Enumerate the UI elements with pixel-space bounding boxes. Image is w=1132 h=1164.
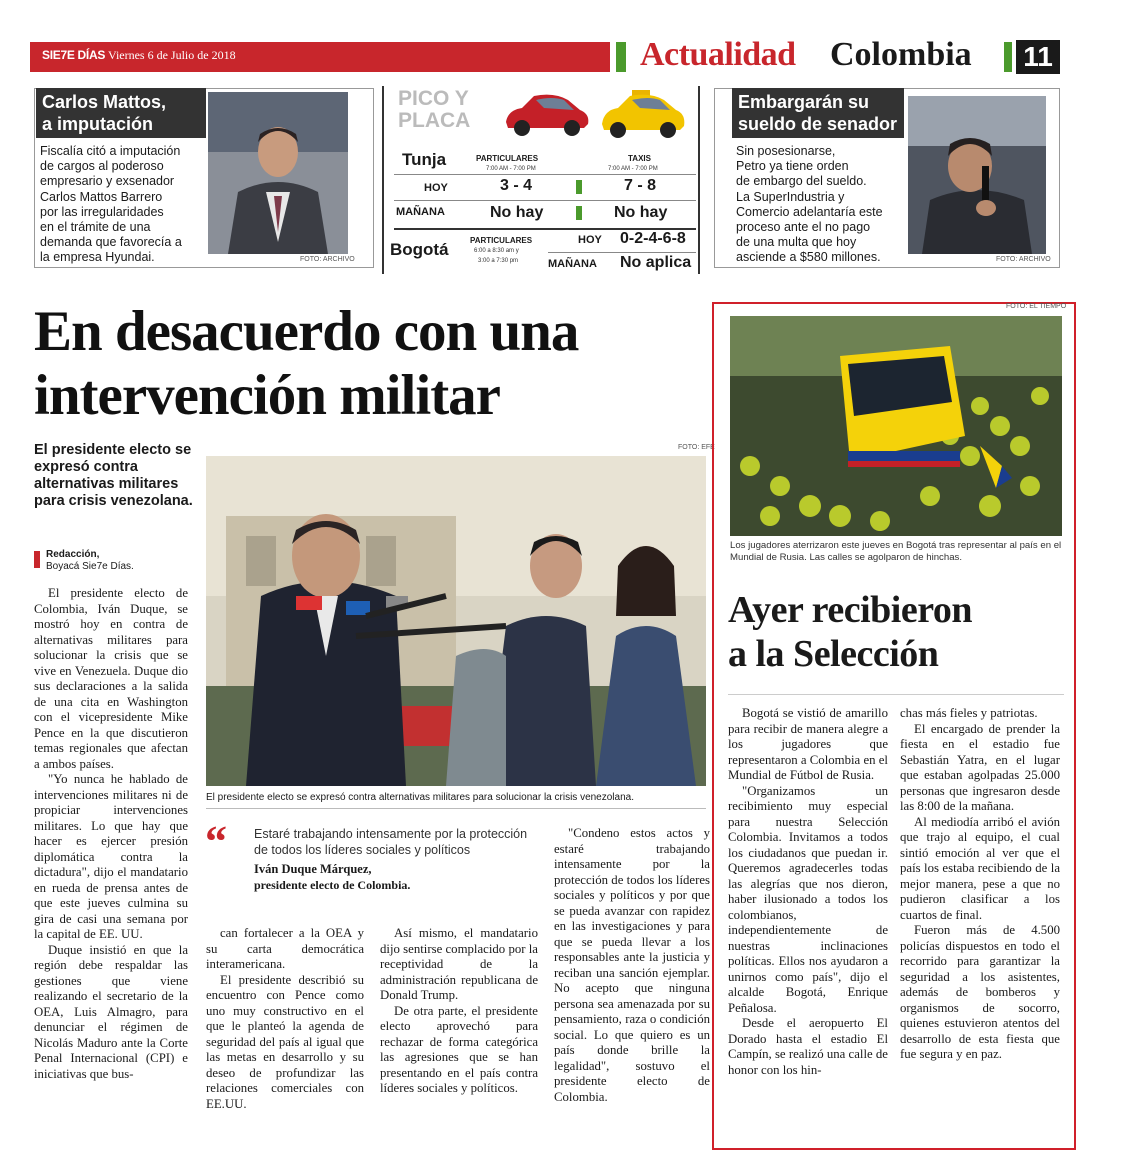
pp-green-marker	[576, 180, 582, 194]
main-column-3: Así mismo, el mandatario dijo sentirse complacido por la receptividad de la administración republicana de Donald Trump. De otra parte, el presidente electo aprovechó para rechazar de forma categórica las agresiones que se han presentando en el país contra líderes sociales y políticos.	[380, 926, 538, 1095]
brief-left-title	[36, 88, 206, 138]
pp-taxis-hours: 7:00 AM - 7:00 PM	[608, 166, 658, 172]
brief-left-title-line2: a imputación	[42, 114, 154, 134]
pp-taxis-label: TAXIS	[628, 154, 651, 163]
pp-bogota-hoy-label: HOY	[578, 234, 602, 246]
photo-credit: FOTO: ARCHIVO	[300, 256, 355, 263]
quote-author: Iván Duque Márquez,	[254, 862, 372, 876]
brief-left-title-line1: Carlos Mattos,	[42, 92, 167, 112]
publication-name: SIE7E DÍAS	[42, 48, 106, 62]
pp-bogota-manana: No aplica	[620, 254, 692, 271]
taxi-icon	[596, 86, 688, 142]
feature-divider	[728, 694, 1064, 695]
pp-green-marker	[576, 206, 582, 220]
pp-hoy-label: HOY	[424, 182, 448, 194]
quote-mark-icon: “	[205, 817, 227, 866]
issue-date: Viernes 6 de Julio de 2018	[108, 48, 236, 62]
feature-column-1: Bogotá se vistió de amarillo para recibir de manera alegre a los jugadores que representaron a Colombia en el Mundial de Fútbol de Rusia. "Organizamos un recibimiento muy especial para nuestra Selección Colombia. Invitamos a todos los ciudadanos que puedan ir. Queremos agradecerles todas las alegrías que nos dieron, haber ilusionado a todos los colombianos, independientemente de nuestras inclinaciones políticas. Ellos nos ayudaron a unirnos como país", dijo el alcalde Bogotá, Enrique Peñalosa. Desde el aeropuerto El Dorado hasta el estadio El Campín, se realizó una calle de honor con los hin-	[728, 706, 888, 1077]
photo-credit: FOTO: EL TIEMPO	[1006, 303, 1067, 310]
section-country: Colombia	[830, 36, 972, 73]
brief-right-title	[732, 88, 904, 138]
byline-name: Redacción,	[46, 549, 100, 560]
pp-particulares-hours: 7:00 AM - 7:00 PM	[486, 166, 536, 172]
main-headline: En desacuerdo con una intervención militar	[34, 300, 579, 427]
pp-manana-particulares: No hay	[490, 204, 544, 221]
byline-accent	[34, 551, 40, 568]
pull-quote: Estaré trabajando intensamente por la protección de todos los líderes sociales y políticos	[254, 827, 528, 857]
main-photo-caption: El presidente electo se expresó contra alternativas militares para solucionar la crisis venezolana.	[206, 792, 634, 803]
photo-petro	[908, 96, 1046, 254]
pp-divider	[394, 200, 696, 201]
brief-right-text: Sin posesionarse, Petro ya tiene orden de embargo del sueldo. La SuperIndustria y Comercio adelantaría este proceso ante el no pago de una multa que hoy asciende a $580 millones.	[736, 144, 883, 265]
header-accent	[616, 42, 626, 72]
pp-manana-label: MAÑANA	[396, 206, 445, 218]
photo-credit: FOTO: EFE	[678, 444, 715, 451]
photo-carlos-mattos	[208, 92, 348, 254]
red-car-icon	[500, 88, 592, 140]
feature-column-2: chas más fieles y patriotas. El encargado de prender la fiesta en el estadio fue Sebastián Yatra, en el lugar que estaban agolpadas 25.000 personas que ingresaron desde las 8:00 de la mañana. Al mediodía arribó el avión que trajo al equipo, el cual sintió emoción al ver que el país los estaba recibiendo de la mejor manera, pese a que no pudieron clasificar a los cuartos de final. Fueron más de 4.500 policías dispuestos en todo el recorrido para garantizar la seguridad a los asistentes, además de bomberos y organismos de socorro, quienes estuvieron atentos del desarrollo de esta fiesta que fue segura y en paz.	[900, 706, 1060, 1061]
pp-bogota-hours2: 3:00 a 7:30 pm	[478, 258, 519, 264]
brief-left-text: Fiscalía citó a imputación de cargos al poderoso empresario y exsenador Carlos Mattos Barrero por las irregularidades en el trámite de una demanda que favorecía a la empresa Hyundai.	[40, 144, 182, 265]
photo-fans-bus	[730, 316, 1062, 536]
pp-manana-taxis: No hay	[614, 204, 668, 221]
brief-right-title-line1: Embargarán su	[738, 92, 870, 112]
main-column-4: "Condeno estos actos y estaré trabajando intensamente por la protección de todos los líderes sociales y políticos y por que se pueda avanzar con rapidez en las investigaciones y para que se pueda llevar a los responsables ante la justicia y reciban una sanción ejemplar. No acepto que ninguna persona sea amenazada por su pensamiento, raza o condición social. Lo que quiero es un país donde brille la legalidad", sostuvo el presidente electo de Colombia.	[554, 826, 710, 1104]
page-number: 11	[1016, 40, 1060, 74]
pp-city-tunja: Tunja	[402, 150, 447, 169]
quote-role: presidente electo de Colombia.	[254, 878, 411, 892]
section-title: Actualidad	[640, 36, 796, 73]
brief-right-title-line2: sueldo de senador	[738, 114, 898, 134]
photo-duque-press	[206, 456, 706, 786]
pp-hoy-particulares: 3 - 4	[500, 177, 533, 194]
pp-bogota-hoy: 0-2-4-6-8	[620, 230, 686, 247]
main-column-2: can fortalecer a la OEA y su carta democrática interamericana. El presidente describió su encuentro con Pence como uno muy constructivo en el que le planteó la agenda de seguridad del país al igual que las metas en desarrollo y su deseo de profundizar las relaciones comerciales con EE.UU.	[206, 926, 364, 1111]
feature-headline: Ayer recibieron a la Selección	[728, 589, 973, 675]
photo-credit: FOTO: ARCHIVO	[996, 256, 1051, 263]
header-accent-2	[1004, 42, 1012, 72]
feature-photo-caption: Los jugadores aterrizaron este jueves en Bogotá tras representar al país en el Mundial de Rusia. Las calles se agolparon de hinchas.	[730, 540, 1062, 563]
pp-hoy-taxis: 7 - 8	[624, 177, 657, 194]
pp-divider	[548, 252, 696, 253]
pp-particulares-label: PARTICULARES	[476, 154, 539, 163]
pp-divider	[394, 174, 696, 175]
main-deck: El presidente electo se expresó contra alternativas militares para crisis venezolana.	[34, 442, 193, 509]
main-column-1: El presidente electo de Colombia, Iván Duque, se mostró hoy en contra de alternativas militares para solucionar la crisis que se vive en Venezuela. Duque dio sus declaraciones a la salida de una cita en Washington con el vicepresidente Mike Pence en la que discutieron temas regionales que afectan a ambos países. "Yo nunca he hablado de intervenciones militares ni de propiciar intervenciones militares. Lo que hay que hacer es ejercer presión diplomática contra la dictadura", dijo el mandatario en rueda de prensa antes de que este jueves culmina su gira de casi una semana por la capital de EE. UU. Duque insistió en que la región debe respaldar las gestiones que viene realizando el secretario de la OEA, Luis Almagro, para denunciar el régimen de Nicolás Maduro ante la Corte Penal Internacional (CPI) e iniciativas que bus-	[34, 586, 188, 1081]
pp-bogota-manana-label: MAÑANA	[548, 258, 597, 270]
byline-place: Boyacá Sie7e Días.	[46, 561, 134, 572]
pp-bogota-particulares: PARTICULARES	[470, 236, 533, 245]
caption-divider	[206, 808, 706, 809]
pp-bogota-hours1: 6:00 a 8:30 am y	[474, 248, 519, 254]
pico-placa-title: PICO Y PLACA	[398, 87, 471, 132]
pp-city-bogota: Bogotá	[390, 240, 449, 259]
